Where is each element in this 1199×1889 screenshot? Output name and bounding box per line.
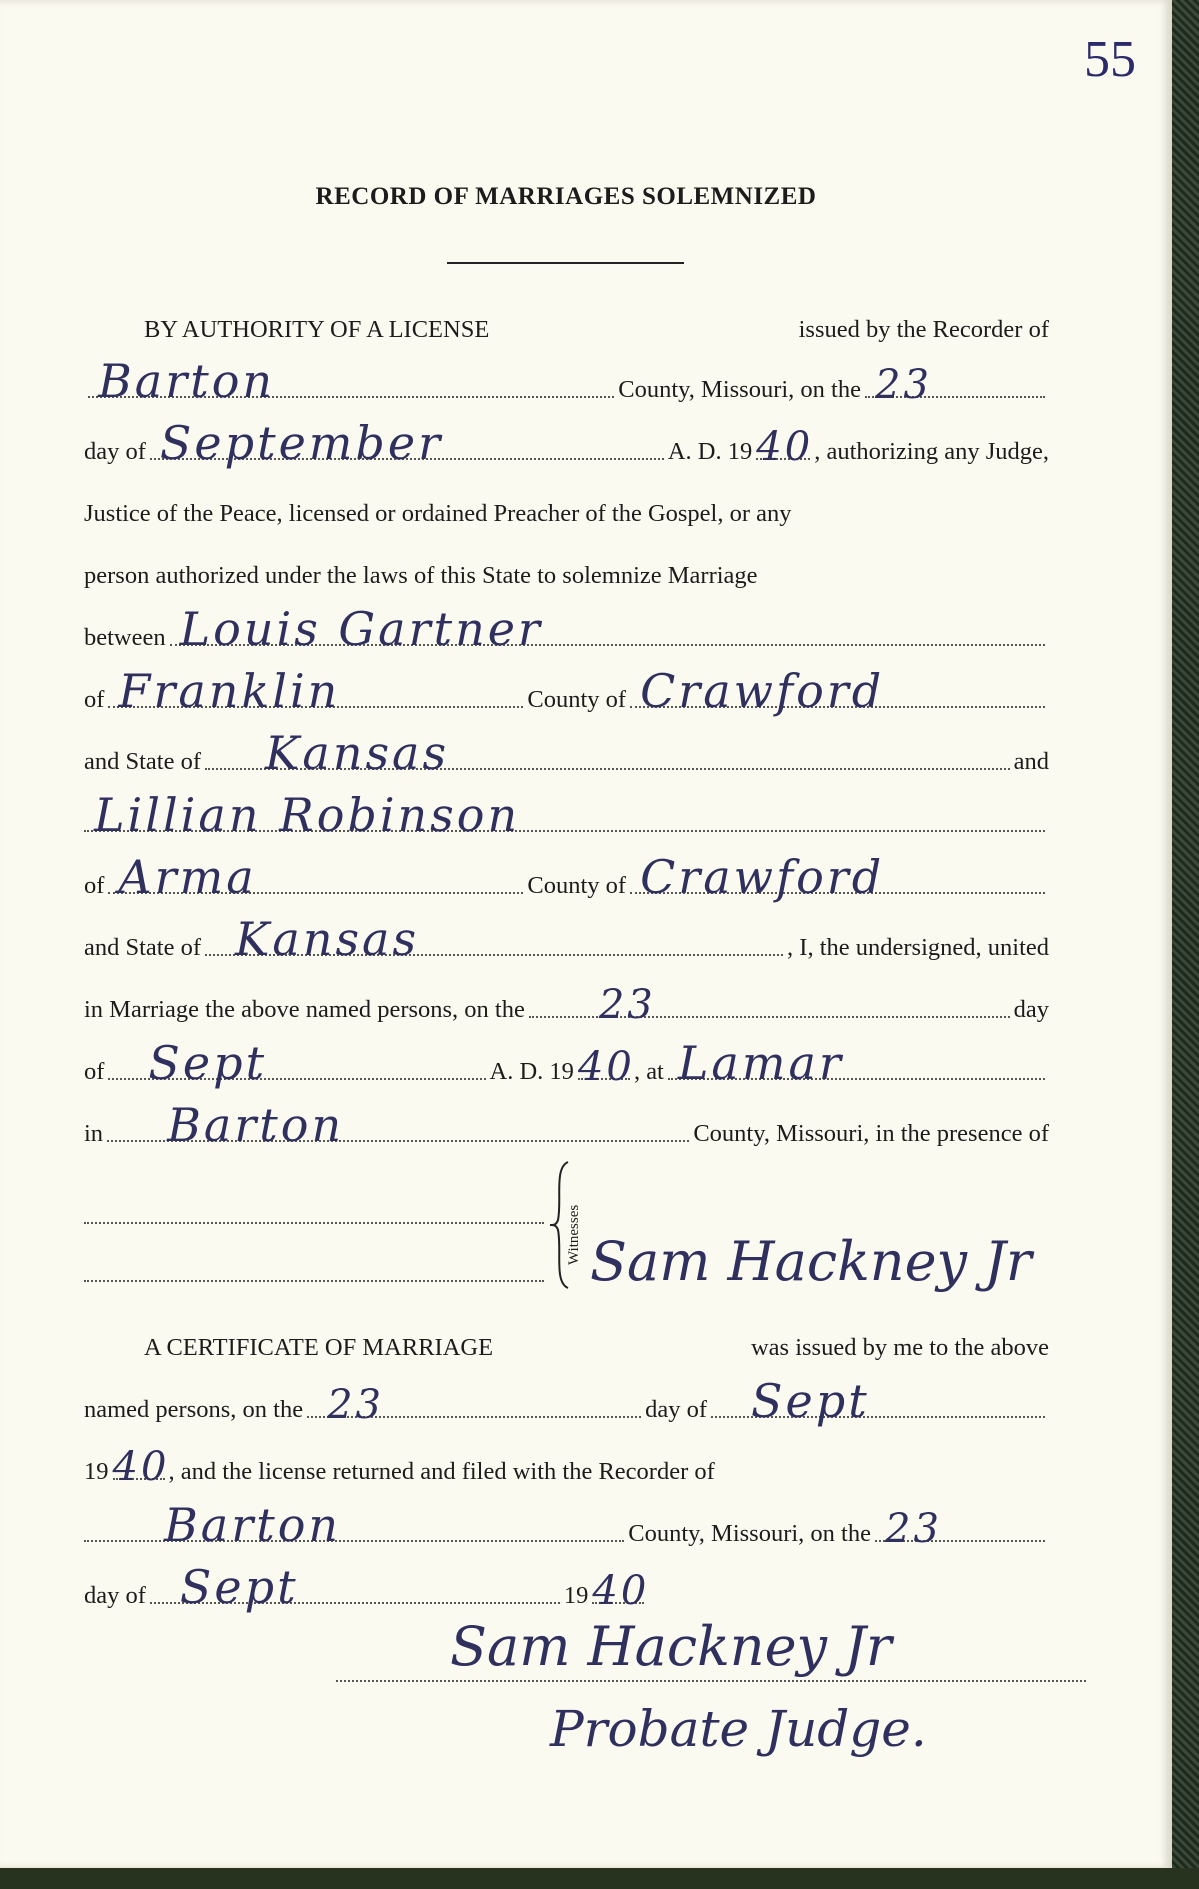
license-year-handwritten: 40 (756, 424, 814, 470)
bride-of-handwritten: Arma (118, 850, 257, 904)
married-at-handwritten: Lamar (677, 1036, 844, 1090)
groom-of-field (108, 664, 523, 718)
nineteen-label-2: 19 (563, 1582, 589, 1609)
certificate-intro: A CERTIFICATE OF MARRIAGE (144, 1334, 494, 1361)
bride-name-field (84, 788, 1045, 842)
married-year-handwritten: 40 (577, 1044, 635, 1090)
married-month-handwritten: Sept (148, 1036, 268, 1090)
cert-recorder-county-field (84, 1498, 624, 1552)
in-label: in (84, 1120, 104, 1147)
county-missouri-label-2: County, Missouri, on the (628, 1520, 871, 1547)
certificate-line-2 (84, 1374, 1049, 1428)
day-of-label-2: day of (645, 1396, 708, 1423)
groom-state-line (84, 726, 1049, 780)
ad-label-2: A. D. 19 (489, 1058, 574, 1085)
license-line-3 (84, 416, 1049, 470)
groom-of-handwritten: Franklin (118, 664, 341, 718)
judge-signature: Sam Hackney Jr (450, 1615, 892, 1678)
recorder-county-handwritten: Barton (98, 354, 276, 408)
groom-name-handwritten: Louis Gartner (179, 602, 543, 656)
filed-day-field (875, 1506, 1045, 1552)
bride-state-field (205, 912, 783, 966)
filed-day-handwritten: 23 (885, 1506, 942, 1552)
groom-residence-line (84, 664, 1049, 718)
groom-state-field (205, 726, 1010, 780)
person-text: person authorized under the laws of this State to solemnize Marriage (84, 562, 758, 589)
of-label: of (84, 686, 105, 713)
license-year-field (756, 424, 814, 470)
married-on-line (84, 980, 1049, 1028)
judge-signature-line (336, 1680, 1086, 1682)
married-month-field (108, 1036, 485, 1090)
bride-county-field (630, 850, 1045, 904)
bride-residence-line (84, 850, 1049, 904)
groom-county-handwritten: Crawford (640, 664, 885, 718)
married-at-field (668, 1036, 1045, 1090)
book-binding-edge (1172, 0, 1199, 1889)
county-missouri-label: County, Missouri, on the (618, 376, 861, 403)
license-line-2 (84, 354, 1049, 408)
married-in-field (107, 1098, 689, 1152)
ad-label: A. D. 19 (667, 438, 753, 465)
license-intro: BY AUTHORITY OF A LICENSE (144, 316, 490, 343)
in-marriage-label: in Marriage the above named persons, on the (84, 996, 525, 1023)
license-line-5 (84, 546, 1049, 590)
filed-year-field (592, 1568, 650, 1614)
bride-name-handwritten: Lillian Robinson (94, 788, 521, 842)
witnesses-label: Witnesses (566, 1204, 582, 1265)
groom-name-field (170, 602, 1045, 656)
book-bottom-edge (0, 1868, 1199, 1889)
witness-line-1 (84, 1222, 544, 1224)
groom-line (84, 602, 1049, 656)
bride-county-handwritten: Crawford (640, 850, 885, 904)
certificate-line-3 (84, 1442, 1049, 1490)
groom-county-field (630, 664, 1045, 718)
county-presence-label: County, Missouri, in the presence of (693, 1120, 1049, 1147)
page-title: RECORD OF MARRIAGES SOLEMNIZED (315, 183, 817, 210)
license-month-handwritten: September (159, 416, 444, 470)
married-date-line (84, 1036, 1049, 1090)
day-of-label: day of (84, 438, 146, 465)
married-year-field (577, 1044, 635, 1090)
cert-day-field (307, 1382, 641, 1428)
license-month-field (150, 416, 664, 470)
married-day-field (529, 982, 1010, 1028)
county-of-label: County of (527, 686, 627, 713)
bride-state-line (84, 912, 1049, 966)
license-day-field (865, 362, 1045, 408)
nineteen-label: 19 (84, 1458, 109, 1485)
page-number: 55 (1084, 31, 1136, 88)
license-line-4 (84, 484, 1049, 528)
undersigned-label: , I, the undersigned, united (787, 934, 1049, 961)
license-line-1 (84, 300, 1049, 344)
bride-of-field (108, 850, 523, 904)
returned-label: , and the license returned and filed with the Recorder of (168, 1458, 715, 1485)
certificate-line-4 (84, 1498, 1049, 1552)
filed-month-field (150, 1560, 560, 1614)
certificate-issued: was issued by me to the above (750, 1334, 1049, 1361)
day-of-label-3: day of (84, 1582, 146, 1609)
bride-state-handwritten: Kansas (235, 912, 420, 966)
filed-year-handwritten: 40 (592, 1568, 650, 1614)
and-state-of-label: and State of (84, 748, 202, 775)
of-label-3: of (84, 1058, 105, 1085)
day-label: day (1013, 996, 1049, 1023)
cert-recorder-county-handwritten: Barton (164, 1498, 342, 1552)
filed-month-handwritten: Sept (179, 1560, 299, 1614)
officiant-signature: Sam Hackney Jr (590, 1230, 1032, 1293)
and-label: and (1013, 748, 1049, 775)
justice-text: Justice of the Peace, licensed or ordained Preacher of the Gospel, or any (84, 500, 792, 527)
named-persons-label: named persons, on the (84, 1396, 304, 1423)
judge-title: Probate Judge. (550, 1700, 927, 1758)
cert-year-field (112, 1444, 170, 1490)
certificate-line-5 (84, 1560, 1049, 1614)
and-state-of-label-2: and State of (84, 934, 202, 961)
recorder-county-field (88, 354, 614, 408)
title-rule (447, 262, 684, 264)
bride-line (84, 788, 1049, 842)
county-of-label-2: County of (527, 872, 627, 899)
of-label-2: of (84, 872, 105, 899)
married-in-line (84, 1098, 1049, 1152)
certificate-line-1 (84, 1318, 1049, 1362)
cert-year-handwritten: 40 (112, 1444, 170, 1490)
married-day-handwritten: 23 (598, 982, 656, 1028)
between-label: between (84, 624, 166, 651)
authorizing-label: , authorizing any Judge, (814, 438, 1049, 465)
married-in-handwritten: Barton (167, 1098, 345, 1152)
license-day-handwritten: 23 (875, 362, 932, 408)
cert-month-handwritten: Sept (751, 1374, 870, 1428)
license-issued-by: issued by the Recorder of (798, 316, 1049, 343)
witness-line-2 (84, 1280, 544, 1282)
cert-day-handwritten: 23 (327, 1382, 384, 1428)
cert-month-field (711, 1374, 1045, 1428)
at-label: , at (633, 1058, 664, 1085)
groom-state-handwritten: Kansas (265, 726, 450, 780)
